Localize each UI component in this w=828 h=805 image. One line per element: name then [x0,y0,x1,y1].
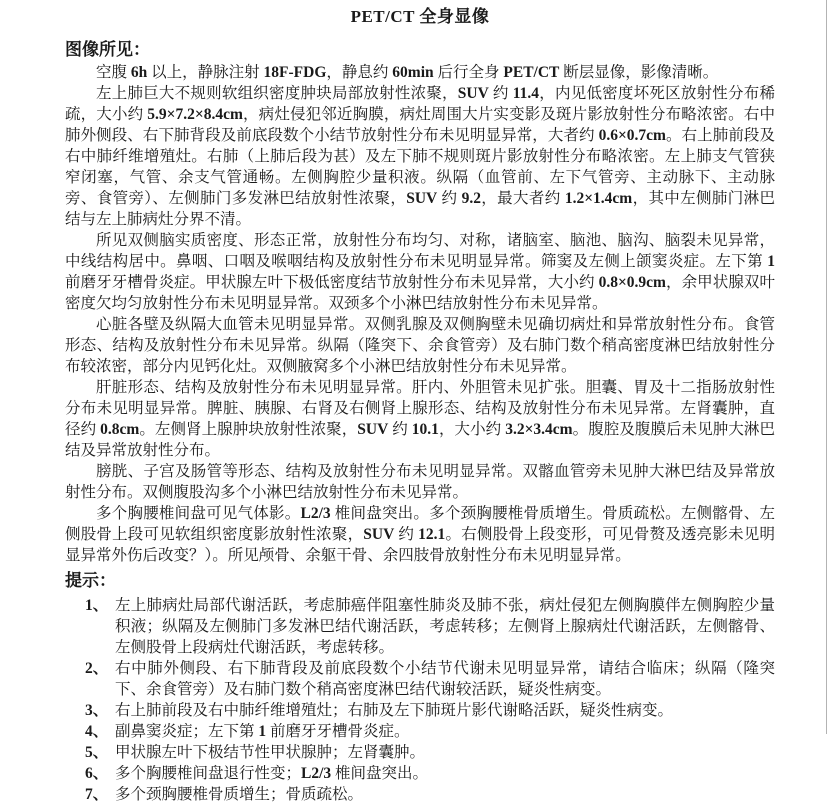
item-text: 多个胸腰椎间盘退行性变；L2/3 椎间盘突出。 [115,765,429,782]
impression-list [85,595,775,805]
page-edge-line [826,0,827,734]
paragraph: 肝脏形态、结构及放射性分布未见明显异常。肝内、外胆管未见扩张。胆囊、胃及十二指肠放射性分布未见明显异常。脾脏、胰腺、右肾及右侧肾上腺形态、结构及放射性分布未见异常。左肾囊肿，直径约 0.8cm。左侧肾上腺肿块放射性浓聚，SUV 约 10.1，大小约 3.2×3.4cm。腹腔及腹膜后未见肿大淋巴结及异常放射性分布。 [65,379,775,459]
item-number: 5、 [85,744,109,761]
impression-section [65,570,775,805]
paragraph: 所见双侧脑实质密度、形态正常，放射性分布均匀、对称，诸脑室、脑池、脑沟、脑裂未见异常，中线结构居中。鼻咽、口咽及喉咽结构及放射性分布未见明显异常。筛窦及左侧上颌窦炎症。左下第 1 前磨牙牙槽骨炎症。甲状腺左叶下极低密度结节放射性分布未见异常，大小约 0.8×0.9cm，余甲状腺双叶密度欠均匀放射性分布未见明显异常。双颈多个小淋巴结放射性分布未见异常。 [65,232,775,312]
findings-paragraphs [65,62,775,566]
paragraph: 多个胸腰椎间盘可见气体影。L2/3 椎间盘突出。多个颈胸腰椎骨质增生。骨质疏松。左侧髂骨、左侧股骨上段可见软组织密度影放射性浓聚，SUV 约 12.1。右侧股骨上段变形，可见骨赘及透亮影未见明显异常外伤后改变？）。所见颅骨、余躯干骨、余四肢骨放射性分布未见明显异常。 [65,505,775,564]
impression-heading: 提示： [65,571,116,590]
impression-item [85,658,775,700]
item-text: 副鼻窦炎症；左下第 1 前磨牙牙槽骨炎症。 [115,723,410,740]
impression-item [85,595,775,658]
impression-item [85,742,775,763]
paragraph: 左上肺巨大不规则软组织密度肿块局部放射性浓聚，SUV 约 11.4，内见低密度坏死区放射性分布稀疏，大小约 5.9×7.2×8.4cm，病灶侵犯邻近胸膜，病灶周围大片实变影及斑片影放射性分布略浓密。右中肺外侧段、右下肺背段及前底段数个小结节放射性分布未见明显异常，大者约 0.6×0.7cm。右上肺前段及右中肺纤维增殖灶。右肺（上肺后段为甚）及左下肺不规则斑片影放射性分布略浓密。左上肺支气管狭窄闭塞，气管、余支气管通畅。左侧胸腔少量积液。纵隔（血管前、左下气管旁、主动脉下、主动脉旁、食管旁）、左侧肺门多发淋巴结放射性浓聚，SUV 约 9.2，最大者约 1.2×1.4cm，其中左侧肺门淋巴结与左上肺病灶分界不清。 [65,85,775,228]
impression-item [85,721,775,742]
item-number: 1、 [85,597,109,614]
paragraph: 心脏各壁及纵隔大血管未见明显异常。双侧乳腺及双侧胸壁未见确切病灶和异常放射性分布。食管形态、结构及放射性分布未见异常。纵隔（隆突下、余食管旁）及右肺门数个稍高密度淋巴结放射性分布较浓密，部分内见钙化灶。双侧腋窝多个小淋巴结放射性分布未见异常。 [65,316,775,375]
page-title: PET/CT 全身显像 [350,7,490,26]
item-number: 4、 [85,723,109,740]
impression-item [85,763,775,784]
impression-item [85,700,775,721]
paragraph: 膀胱、子宫及肠管等形态、结构及放射性分布未见明显异常。双髂血管旁未见肿大淋巴结及异常放射性分布。双侧腹股沟多个小淋巴结放射性分布未见异常。 [65,463,775,501]
item-text: 右上肺前段及右中肺纤维增殖灶；右肺及左下肺斑片影代谢略活跃，疑炎性病变。 [115,702,674,719]
findings-section [65,39,775,566]
item-text: 右中肺外侧段、右下肺背段及前底段数个小结节代谢未见明显异常，请结合临床；纵隔（隆突下、余食管旁）及右肺门数个稍高密度淋巴结代谢较活跃，疑炎性病变。 [115,660,775,698]
item-number: 3、 [85,702,109,719]
item-text: 甲状腺左叶下极结节性甲状腺肿；左肾囊肿。 [115,744,426,761]
item-number: 2、 [85,660,109,677]
item-text: 左上肺病灶局部代谢活跃，考虑肺癌伴阻塞性肺炎及肺不张，病灶侵犯左侧胸膜伴左侧胸腔少量积液；纵隔及左侧肺门多发淋巴结代谢活跃，考虑转移；左侧肾上腺病灶代谢活跃，左侧髂骨、左侧股骨上段病灶代谢活跃，考虑转移。 [115,597,775,656]
item-text: 多个颈胸腰椎骨质增生；骨质疏松。 [115,786,364,803]
item-number: 6、 [85,765,109,782]
item-number: 7、 [85,786,109,803]
findings-heading: 图像所见： [65,40,150,59]
paragraph: 空腹 6h 以上，静脉注射 18F-FDG，静息约 60min 后行全身 PET/CT 断层显像，影像清晰。 [96,64,719,81]
impression-item [85,784,775,805]
